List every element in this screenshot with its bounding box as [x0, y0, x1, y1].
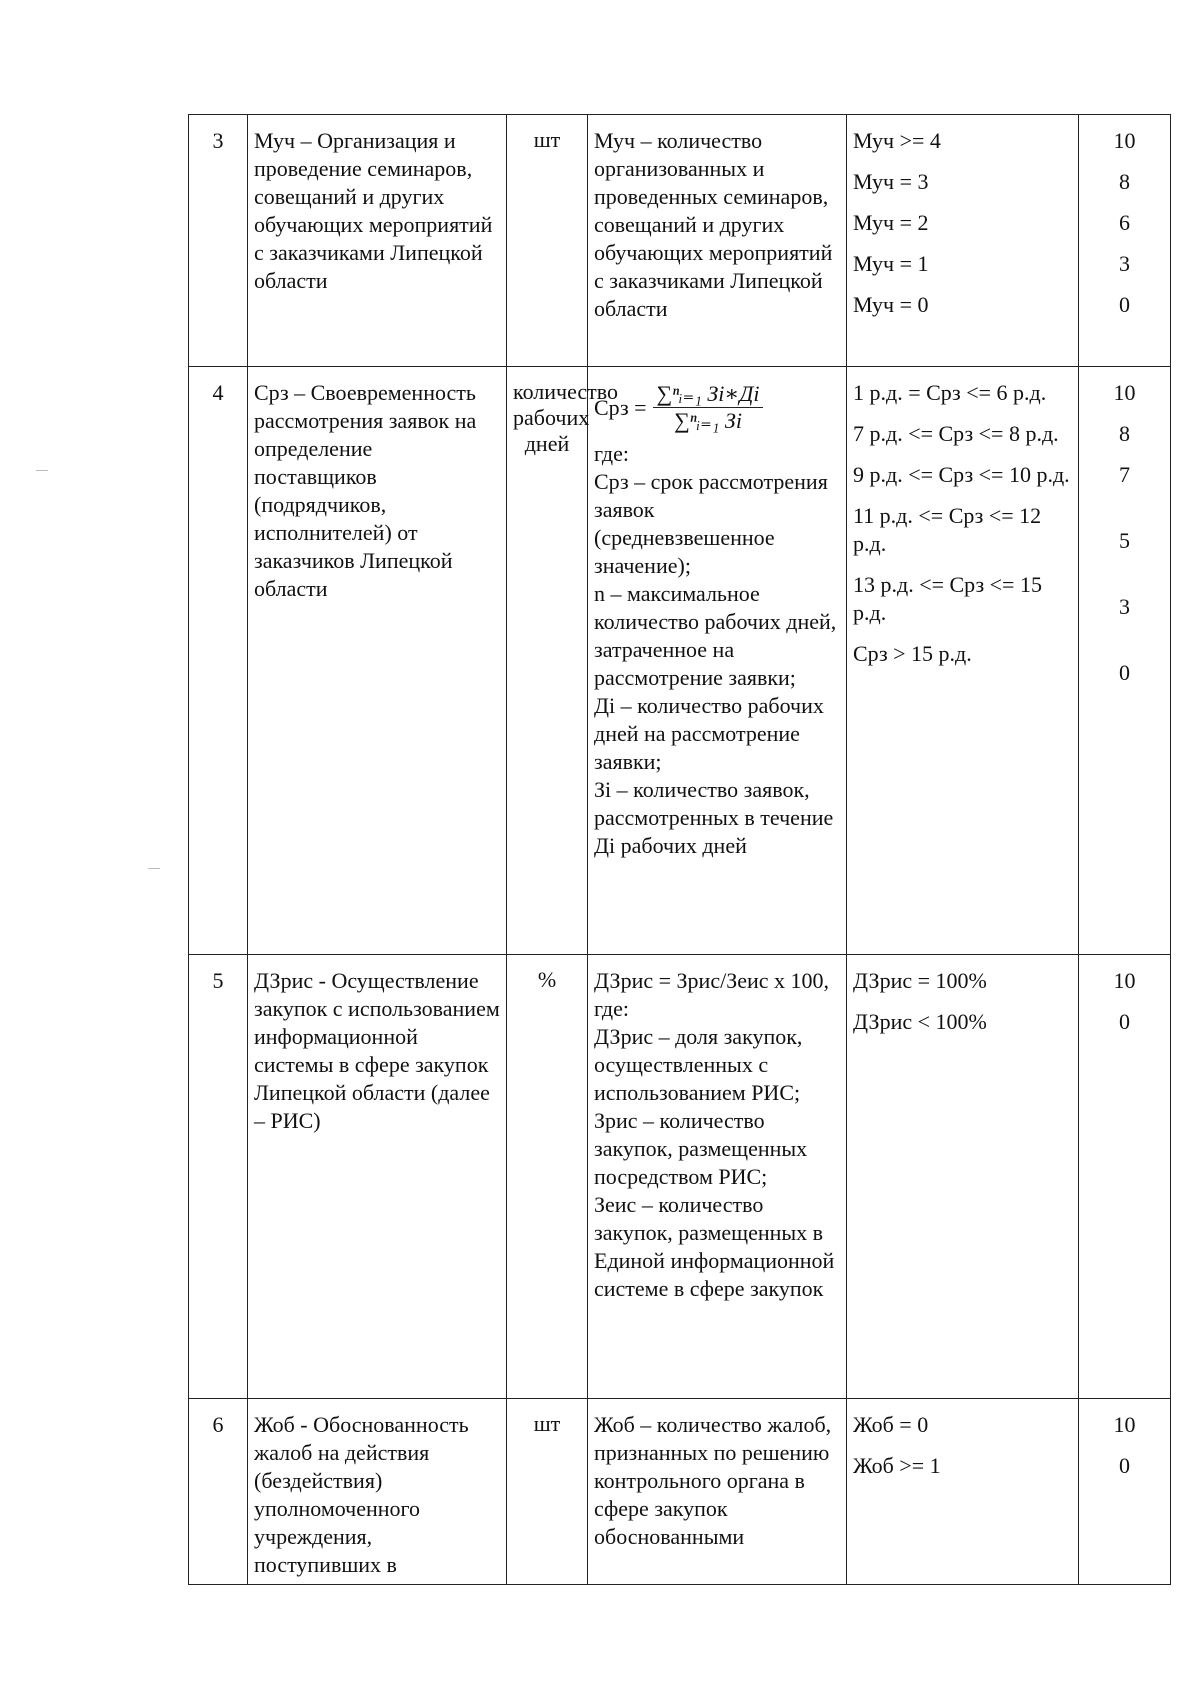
criterion: Муч = 3 [853, 169, 929, 194]
row-number: 6 [189, 1399, 248, 1585]
criterion: 13 р.д. <= Срз <= 15 р.д. [853, 572, 1042, 625]
criteria-cell [847, 367, 1079, 955]
points-value: 6 [1119, 210, 1130, 235]
points-value: 0 [1119, 660, 1130, 685]
description-text: ДЗрис – доля закупок, осуществленных с использованием РИС; [594, 1024, 803, 1105]
points-value: 0 [1119, 292, 1130, 317]
points-value: 3 [1119, 251, 1130, 276]
description-text: Муч – количество организованных и проведенных семинаров, совещаний и других обучающих мероприятий с заказчиками Липецкой области [594, 128, 833, 321]
table-row [189, 1399, 1171, 1585]
criterion: 1 р.д. = Срз <= 6 р.д. [853, 380, 1047, 405]
description-text: n – максимальное количество рабочих дней, затраченное на рассмотрение заявки; [594, 581, 837, 690]
criterion: ДЗрис < 100% [853, 1009, 987, 1034]
indicator-description [588, 115, 847, 367]
indicator-description [588, 1399, 847, 1585]
indicator-description [588, 955, 847, 1399]
formula-numerator: ∑ⁿᵢ₌₁ Зi∗Дi [653, 381, 764, 408]
points-value: 10 [1113, 968, 1136, 993]
criterion: 11 р.д. <= Срз <= 12 р.д. [853, 503, 1042, 556]
criteria-cell [847, 955, 1079, 1399]
row-number: 4 [189, 367, 248, 955]
criterion: Муч >= 4 [853, 128, 941, 153]
indicator-name: Срз – Своевременность рассмотрения заявок на определение поставщиков (подрядчиков, исполнителей) от заказчиков Липецкой области [248, 367, 507, 955]
unit-of-measure: шт [507, 1399, 588, 1585]
criterion: Муч = 1 [853, 251, 929, 276]
points-value: 7 [1119, 462, 1130, 487]
table-row [189, 115, 1171, 367]
criterion: 7 р.д. <= Срз <= 8 р.д. [853, 421, 1059, 446]
criteria-cell [847, 115, 1079, 367]
criterion: Срз > 15 р.д. [853, 641, 972, 666]
description-text: где: [594, 996, 629, 1021]
description-text: Дi – количество рабочих дней на рассмотрение заявки; [594, 693, 824, 774]
formula [594, 381, 840, 434]
points-value: 10 [1113, 1412, 1136, 1437]
points-value: 8 [1119, 169, 1130, 194]
description-text: Зi – количество заявок, рассмотренных в течение Дi рабочих дней [594, 777, 834, 858]
criterion: Жоб >= 1 [853, 1453, 941, 1478]
criterion: Жоб = 0 [853, 1412, 929, 1437]
table-row [189, 955, 1171, 1399]
indicator-name: Муч – Организация и проведение семинаров, совещаний и других обучающих мероприятий с заказчиками Липецкой области [248, 115, 507, 367]
description-text: Жоб – количество жалоб, признанных по решению контрольного органа в сфере закупок обоснованными [594, 1412, 832, 1549]
points-value: 0 [1119, 1453, 1130, 1478]
criterion: ДЗрис = 100% [853, 968, 987, 993]
indicator-description [588, 367, 847, 955]
unit-of-measure: шт [507, 115, 588, 367]
points-value: 0 [1119, 1009, 1130, 1034]
scan-mark [148, 868, 160, 869]
points-value: 3 [1119, 594, 1130, 619]
formula-denominator: ∑ⁿᵢ₌₁ Зi [674, 408, 742, 433]
criteria-cell [847, 1399, 1079, 1585]
formula-fraction [653, 381, 764, 434]
points-cell [1079, 115, 1171, 367]
description-text: Зрис – количество закупок, размещенных посредством РИС; [594, 1108, 808, 1189]
formula-lhs: Срз = [594, 394, 647, 420]
indicator-name: ДЗрис - Осуществление закупок с использованием информационной системы в сфере закупок Липецкой области (далее – РИС) [248, 955, 507, 1399]
row-number: 5 [189, 955, 248, 1399]
points-value: 10 [1113, 128, 1136, 153]
indicator-name: Жоб - Обоснованность жалоб на действия (бездействия) уполномоченного учреждения, поступивших в [248, 1399, 507, 1585]
description-text: ДЗрис = Зрис/Зеис х 100, [594, 968, 830, 993]
description-text: Зеис – количество закупок, размещенных в Единой информационной системе в сфере закупок [594, 1192, 835, 1301]
scan-mark [36, 470, 48, 471]
unit-of-measure: количество рабочих дней [507, 367, 588, 955]
table-row [189, 367, 1171, 955]
points-cell [1079, 955, 1171, 1399]
criteria-table [188, 114, 1171, 1585]
criterion: Муч = 0 [853, 292, 929, 317]
row-number: 3 [189, 115, 248, 367]
criterion: Муч = 2 [853, 210, 929, 235]
points-value: 5 [1119, 528, 1130, 553]
points-cell [1079, 1399, 1171, 1585]
points-cell [1079, 367, 1171, 955]
points-value: 10 [1113, 380, 1136, 405]
points-value: 8 [1119, 421, 1130, 446]
description-text: где: [594, 441, 629, 466]
criterion: 9 р.д. <= Срз <= 10 р.д. [853, 462, 1070, 487]
description-text: Срз – срок рассмотрения заявок (средневзвешенное значение); [594, 469, 828, 578]
unit-of-measure: % [507, 955, 588, 1399]
